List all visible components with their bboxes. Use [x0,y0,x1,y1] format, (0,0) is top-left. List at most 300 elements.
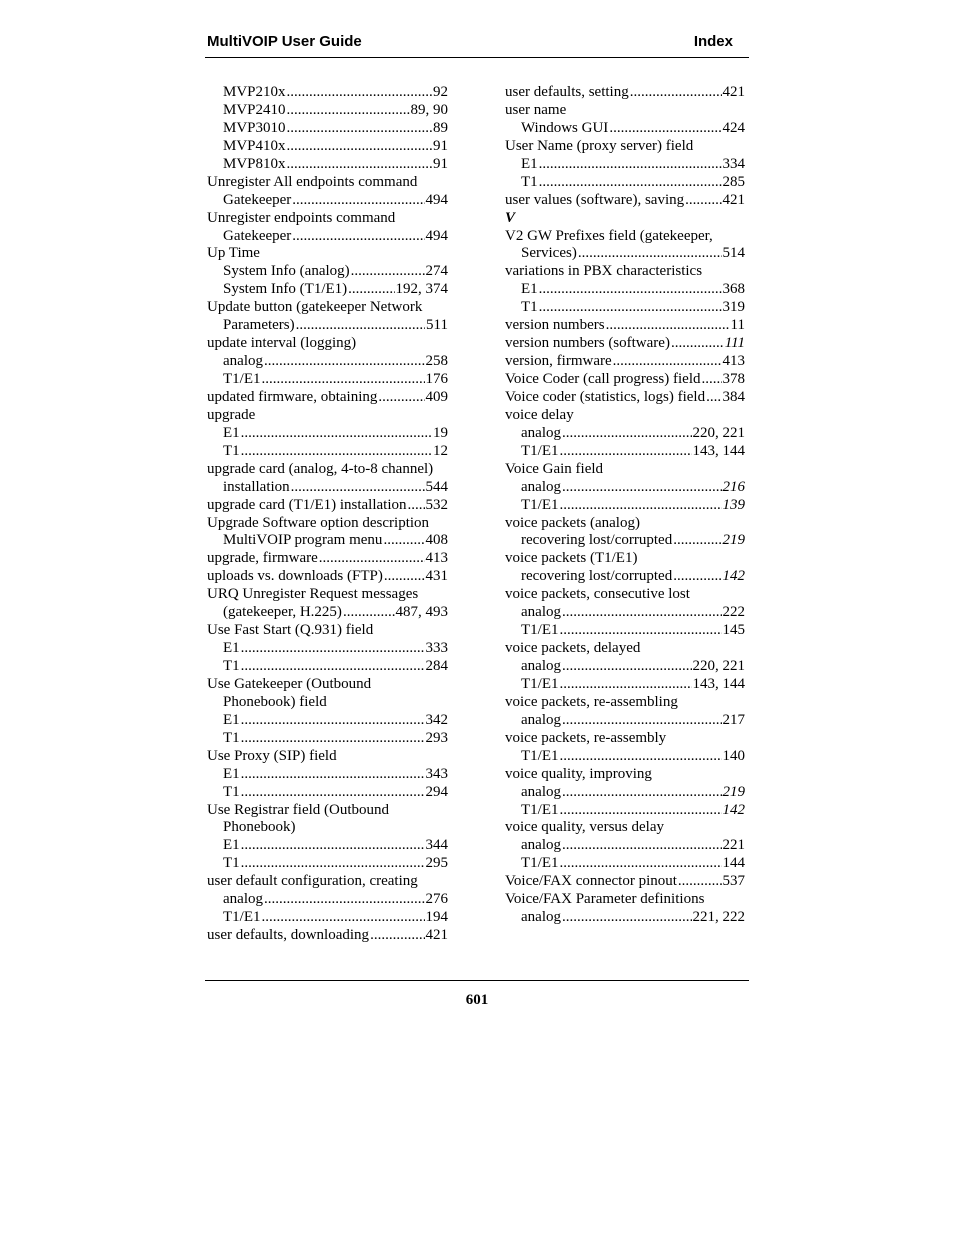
index-subentry [505,245,745,263]
index-entry [505,353,745,371]
index-term: E1 [223,711,240,728]
page-reference: 532 [425,496,448,513]
dot-leader [264,353,425,371]
page-reference: 408 [425,532,448,549]
index-subentry [505,568,745,586]
index-term: T1/E1 [521,622,559,639]
dot-leader [384,568,425,586]
index-term: Gatekeeper [223,191,292,208]
index-entry [505,389,745,407]
index-subentry [505,837,745,855]
index-term: user name [505,101,567,118]
index-term: analog [521,783,561,800]
index-term: Update button (gatekeeper Network [207,299,423,316]
index-subentry [207,156,448,174]
page-reference: 293 [425,729,448,746]
index-term: T1 [223,442,240,459]
index-entry [505,640,745,658]
index-term: T1/E1 [521,675,559,692]
page-reference: 421 [722,191,745,208]
index-subentry [207,425,448,443]
dot-leader [241,766,425,784]
page-reference: 192, 374 [395,281,448,298]
page-reference: 274 [425,263,448,280]
index-entry [207,497,448,515]
page-reference: 219 [722,783,745,800]
index-term: analog [521,837,561,854]
index-subentry [505,281,745,299]
header-rule [205,57,749,58]
page-reference: 12 [433,442,448,459]
index-entry [505,192,745,210]
index-subentry [207,228,448,246]
index-entry [207,622,448,640]
index-entry [207,927,448,945]
index-subentry [207,784,448,802]
index-term: analog [521,604,561,621]
dot-leader [562,909,692,927]
index-term: upgrade [207,406,256,423]
index-subentry [207,353,448,371]
page-reference: 11 [730,317,745,334]
page-reference: 413 [425,550,448,567]
dot-leader [562,479,722,497]
dot-leader [348,281,394,299]
index-term: MVP3010 [223,119,286,136]
index-subentry [207,730,448,748]
page-reference: 511 [426,317,448,334]
index-term: Upgrade Software option description [207,514,430,531]
running-header-title: MultiVOIP User Guide [207,33,362,50]
index-term: MVP2410 [223,101,286,118]
index-term: recovering lost/corrupted [521,532,673,549]
index-term: voice quality, versus delay [505,819,664,836]
index-term: T1 [521,173,538,190]
index-term: T1 [223,855,240,872]
page-reference: 220, 221 [692,658,745,674]
index-term: Parameters) [223,317,295,334]
index-term: MultiVOIP program menu [223,532,383,549]
index-term: upgrade, firmware [207,550,318,567]
dot-leader [685,192,721,210]
dot-leader [287,102,410,120]
index-term: user defaults, setting [505,84,629,100]
index-subentry [505,532,745,550]
index-subentry [505,909,745,927]
index-section-letter: V [505,209,516,226]
index-entry [207,174,448,192]
page-reference: 145 [722,622,745,639]
page-reference: 143, 144 [692,442,745,459]
index-term: user values (software), saving [505,191,685,208]
index-entry [207,335,448,353]
dot-leader [560,855,722,873]
dot-leader [262,371,425,389]
page-reference: 176 [425,371,448,387]
index-entry [505,891,745,909]
index-term: T1 [223,783,240,800]
page-reference: 431 [425,568,448,585]
dot-leader [562,837,722,855]
index-term: E1 [521,155,538,172]
dot-leader [560,748,722,766]
dot-leader [609,120,721,138]
index-term: T1/E1 [223,909,261,926]
dot-leader [606,317,730,335]
page-reference: 487, 493 [395,604,448,621]
index-term: analog [521,478,561,495]
dot-leader [296,317,425,335]
index-term: Phonebook) [223,819,296,836]
page-reference: 221 [722,837,745,854]
index-entry [207,245,448,263]
index-term: update interval (logging) [207,335,357,352]
page-reference: 343 [425,765,448,782]
index-subentry [505,120,745,138]
dot-leader [370,927,424,945]
index-term: Voice coder (statistics, logs) field [505,388,706,405]
index-term: Use Fast Start (Q.931) field [207,622,374,639]
page-reference: 276 [425,891,448,908]
index-entry [207,676,448,694]
page-reference: 319 [722,299,745,316]
index-term: T1 [223,658,240,674]
page-reference: 421 [425,927,448,944]
index-term: variations in PBX characteristics [505,263,703,280]
page-reference: 424 [722,119,745,136]
index-term: System Info (analog) [223,263,350,280]
index-term: analog [223,891,263,908]
index-entry [505,84,745,102]
dot-leader [673,532,721,550]
index-entry [505,102,745,120]
page-reference: 544 [425,478,448,495]
index-term: voice packets, delayed [505,640,641,657]
page-reference: 294 [425,783,448,800]
page-reference: 409 [425,388,448,405]
index-term: MVP210x [223,84,286,100]
dot-leader [241,443,432,461]
page-reference: 216 [722,478,745,495]
dot-leader [241,640,425,658]
index-term: T1/E1 [521,496,559,513]
page-reference: 139 [722,496,745,513]
dot-leader [287,138,432,156]
index-entry [505,873,745,891]
index-term: voice packets (T1/E1) [505,550,638,567]
index-term: MVP410x [223,137,286,154]
index-subentry [505,604,745,622]
page-reference: 91 [433,155,448,172]
index-subentry [207,192,448,210]
page-reference: 142 [722,801,745,818]
index-column-right [505,84,745,927]
index-term: analog [223,353,263,370]
index-term: updated firmware, obtaining [207,388,378,405]
index-subentry [505,622,745,640]
index-subentry [505,479,745,497]
index-subentry [207,694,448,712]
page-reference: 344 [425,837,448,854]
index-entry [207,299,448,317]
index-entry [505,138,745,156]
index-term: V2 GW Prefixes field (gatekeeper, [505,227,713,244]
index-term: voice packets (analog) [505,514,640,531]
index-term: user defaults, downloading [207,927,370,944]
dot-leader [241,730,425,748]
index-subentry [207,443,448,461]
dot-leader [562,425,692,443]
dot-leader [241,712,425,730]
page-reference: 92 [433,84,448,100]
index-entry [505,228,745,246]
index-term: Voice/FAX Parameter definitions [505,891,705,908]
index-term: Voice Coder (call progress) field [505,371,701,387]
index-term: voice packets, re-assembling [505,693,678,710]
index-term: T1 [223,729,240,746]
index-term: Up Time [207,245,260,262]
index-subentry [505,497,745,515]
index-subentry [505,676,745,694]
index-subentry [505,855,745,873]
dot-leader [539,174,722,192]
running-header-section: Index [693,33,733,50]
dot-leader [378,389,424,407]
index-entry [505,586,745,604]
index-term: analog [521,424,561,441]
index-term: URQ Unregister Request messages [207,586,419,603]
index-subentry [207,479,448,497]
index-term: E1 [223,837,240,854]
index-term: uploads vs. downloads (FTP) [207,568,383,585]
index-entry [505,317,745,335]
index-entry [207,568,448,586]
index-entry [207,515,448,533]
index-term: voice packets, re-assembly [505,729,667,746]
page-reference: 494 [425,191,448,208]
index-term: Use Gatekeeper (Outbound [207,675,372,692]
dot-leader [613,353,722,371]
page-reference: 217 [722,711,745,728]
dot-leader [241,837,425,855]
dot-leader [383,532,424,550]
index-subentry [207,317,448,335]
index-subentry [505,299,745,317]
dot-leader [673,568,721,586]
index-entry [505,515,745,533]
index-subentry [505,748,745,766]
dot-leader [292,228,424,246]
index-subentry [207,102,448,120]
index-term: analog [521,909,561,926]
index-term: User Name (proxy server) field [505,137,694,154]
index-subentry [505,443,745,461]
dot-leader [291,479,425,497]
page-reference: 111 [724,335,745,352]
dot-leader [539,299,722,317]
page-reference: 494 [425,227,448,244]
index-term: upgrade card (T1/E1) installation [207,496,407,513]
index-entry [505,407,745,425]
page-reference: 378 [722,371,745,387]
index-subentry [207,281,448,299]
index-entry [505,263,745,281]
page-reference: 140 [722,747,745,764]
page-reference: 219 [722,532,745,549]
index-subentry [207,84,448,102]
dot-leader [630,84,722,102]
index-subentry [207,371,448,389]
index-term: Unregister All endpoints command [207,173,418,190]
page-reference: 368 [722,281,745,298]
dot-leader [292,192,424,210]
index-entry [505,766,745,784]
index-term: Gatekeeper [223,227,292,244]
index-entry [505,694,745,712]
index-entry [505,819,745,837]
dot-leader [241,425,432,443]
index-entry [207,748,448,766]
page-reference: 220, 221 [692,424,745,441]
index-subentry [505,784,745,802]
index-subentry [505,658,745,676]
dot-leader [287,156,432,174]
index-term: T1/E1 [521,855,559,872]
page-reference: 221, 222 [692,909,745,926]
index-term: T1 [521,299,538,316]
dot-leader [702,371,722,389]
index-entry [207,210,448,228]
index-term: voice packets, consecutive lost [505,586,690,603]
page-reference: 334 [722,155,745,172]
dot-leader [287,84,432,102]
dot-leader [319,550,425,568]
index-term: Phonebook) field [223,693,327,710]
index-subentry [505,712,745,730]
dot-leader [241,658,425,676]
dot-leader [264,891,425,909]
index-entry [207,461,448,479]
index-subentry [207,855,448,873]
index-term: T1/E1 [521,442,559,459]
index-entry [505,461,745,479]
index-subentry [505,156,745,174]
dot-leader [560,497,722,515]
index-term: E1 [521,281,538,298]
index-subentry [207,909,448,927]
dot-leader [678,873,722,891]
dot-leader [241,855,425,873]
page-reference: 333 [425,640,448,657]
page-reference: 342 [425,711,448,728]
dot-leader [560,802,722,820]
index-entry [207,586,448,604]
index-entry [207,802,448,820]
index-term: Voice/FAX connector pinout [505,873,677,890]
page-reference: 89, 90 [410,101,448,118]
index-term: upgrade card (analog, 4-to-8 channel) [207,460,434,477]
page-reference: 285 [722,173,745,190]
index-subentry [207,640,448,658]
index-subentry [207,819,448,837]
dot-leader [262,909,425,927]
index-subentry [505,174,745,192]
index-subentry [505,802,745,820]
index-subentry [207,766,448,784]
index-subentry [207,138,448,156]
footer-rule [205,980,749,981]
index-term: voice quality, improving [505,765,652,782]
dot-leader [562,712,722,730]
dot-leader [562,658,692,676]
index-term: version numbers (software) [505,335,670,352]
index-subentry [505,425,745,443]
index-subentry [207,532,448,550]
dot-leader [706,389,721,407]
dot-leader [287,120,432,138]
dot-leader [408,497,425,515]
dot-leader [539,156,722,174]
index-term: (gatekeeper, H.225) [223,604,342,621]
dot-leader [562,784,722,802]
index-subentry [207,891,448,909]
index-entry [505,730,745,748]
index-term: Voice Gain field [505,460,604,477]
index-entry [207,873,448,891]
index-term: voice delay [505,406,574,423]
index-entry [207,389,448,407]
index-term: user default configuration, creating [207,873,418,890]
index-subentry [207,263,448,281]
page-reference: 537 [722,873,745,890]
page-reference: 384 [722,388,745,405]
page-reference: 142 [722,568,745,585]
page-reference: 89 [433,119,448,136]
page-reference: 514 [722,245,745,262]
index-term: E1 [223,640,240,657]
index-term: installation [223,478,290,495]
index-entry [207,407,448,425]
index-entry [207,550,448,568]
dot-leader [560,676,692,694]
page-reference: 19 [433,424,448,441]
page-reference: 144 [722,855,745,872]
dot-leader [671,335,724,353]
index-entry [505,371,745,389]
index-term: Services) [521,245,577,262]
page-reference: 295 [425,855,448,872]
index-term: Unregister endpoints command [207,209,396,226]
dot-leader [343,604,395,622]
index-subentry [207,120,448,138]
index-subentry [207,604,448,622]
page-reference: 194 [425,909,448,926]
dot-leader [578,245,722,263]
dot-leader [351,263,425,281]
index-term: Use Proxy (SIP) field [207,747,337,764]
index-term: E1 [223,424,240,441]
dot-leader [539,281,722,299]
index-entry [505,335,745,353]
index-term: T1/E1 [521,801,559,818]
index-term: T1/E1 [223,371,261,387]
index-term: E1 [223,765,240,782]
page-reference: 284 [425,658,448,674]
index-term: Windows GUI [521,119,609,136]
index-term: version numbers [505,317,605,334]
index-term: version, firmware [505,353,612,370]
page-reference: 222 [722,604,745,621]
